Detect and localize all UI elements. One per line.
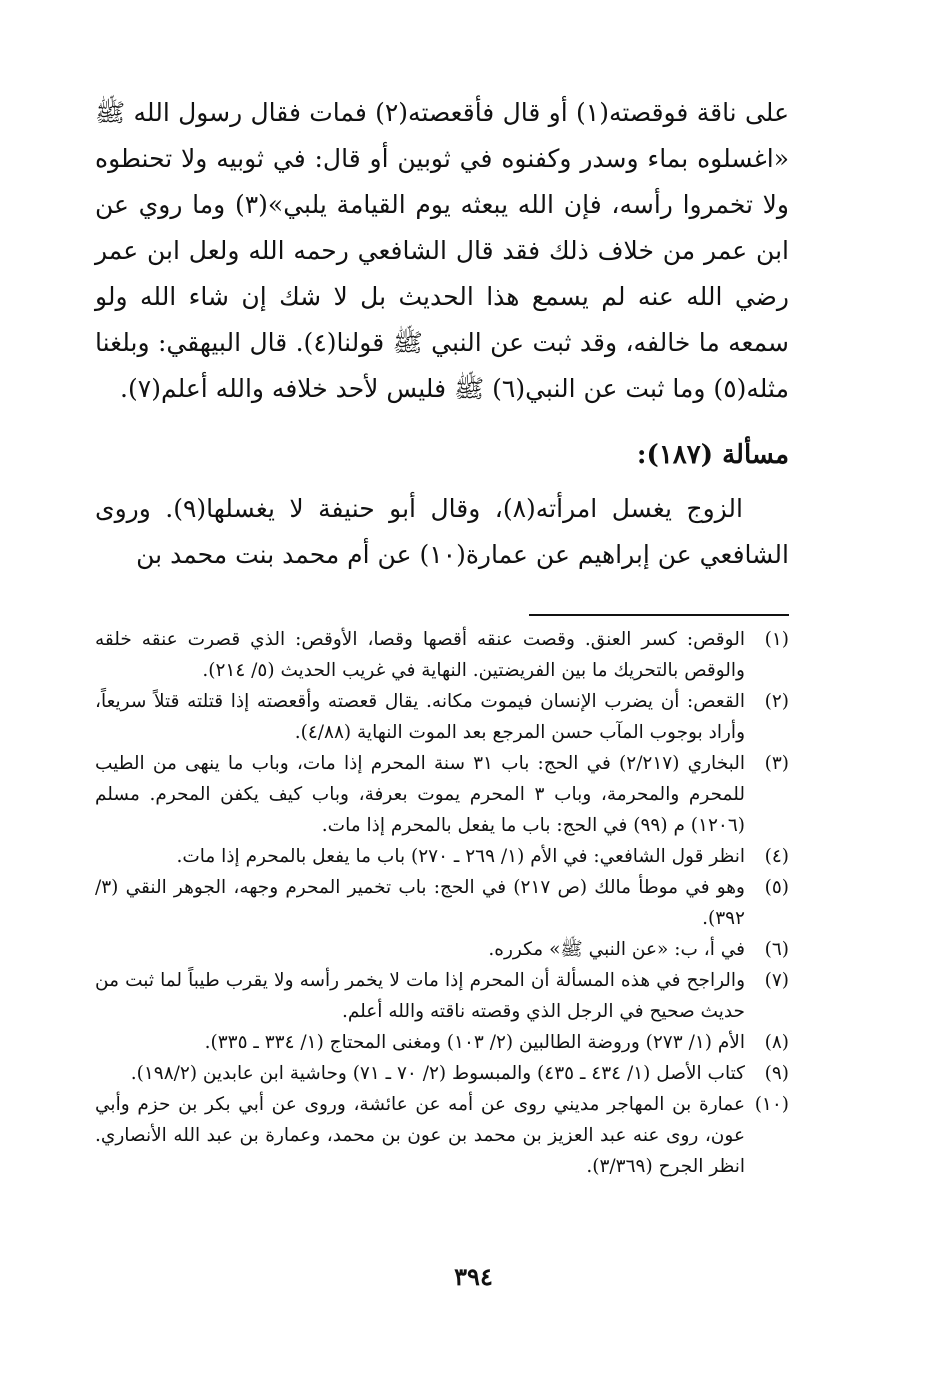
footnote bbox=[95, 872, 789, 934]
footnote-text: كتاب الأصل (١/ ٤٣٤ ـ ٤٣٥) والمبسوط (٢/ ٧٠ ـ ٧١) وحاشية ابن عابدين (١٩٨/٢). bbox=[130, 1063, 745, 1084]
footnote bbox=[95, 1089, 789, 1182]
footnote-number: (٦) bbox=[764, 939, 789, 960]
footnote-number: (٨) bbox=[764, 1032, 789, 1053]
footnote bbox=[95, 686, 789, 748]
footnote-number: (٤) bbox=[764, 846, 789, 867]
footnote-text: البخاري (٢/٢١٧) في الحج: باب ٣١ سنة المحرم إذا مات، وباب ما ينهى من الطيب للمحرم والمحرمة، وباب ٣ المحرم يموت بعرفة، وباب كيف يكفن المحرم. مسلم (١٢٠٦) م (٩٩) في الحج: باب ما يفعل بالمحرم إذا مات. bbox=[95, 753, 745, 836]
footnote-text: الوقص: كسر العنق. وقصت عنقه أقصها وقصا، الأوقص: الذي قصرت عنقه خلقه والوقص بالتحريك ما بين الفريضتين. النهاية في غريب الحديث (٥/ ٢١٤). bbox=[95, 629, 745, 681]
footnote-text: في أ، ب: «عن النبي ﷺ» مكرره. bbox=[488, 939, 745, 960]
body-paragraph-2: الزوج يغسل امرأته(٨)، وقال أبو حنيفة لا يغسلها(٩). وروى الشافعي عن إبراهيم عن عمارة(١٠) عن أم محمد بنت محمد بن bbox=[95, 494, 789, 569]
footnote bbox=[95, 1058, 789, 1089]
footnote-number: (١) bbox=[764, 629, 789, 650]
footnote-text: وهو في موطأ مالك (ص ٢١٧) في الحج: باب تخمير المحرم وجهه، الجوهر النقي (٣/ ٣٩٢). bbox=[95, 877, 745, 929]
body-paragraph-1: على ناقة فوقصته(١) أو قال فأقعصته(٢) فمات فقال رسول الله ﷺ «اغسلوه بماء وسدر وكفنوه في ثوبين أو قال: في ثوبيه ولا تحنطوه ولا تخمروا رأسه، فإن الله يبعثه يوم القيامة يلبي»(٣) وما روي عن ابن عمر من خلاف ذلك فقد قال الشافعي رحمه الله ولعل ابن عمر رضي الله عنه لم يسمع هذا الحديث بل لا شك إن شاء الله ولو سمعه ما خالفه، وقد ثبت عن النبي ﷺ قولنا(٤). قال البيهقي: وبلغنا مثله(٥) وما ثبت عن النبي(٦) ﷺ فليس لأحد خلافه والله أعلم(٧). bbox=[95, 98, 790, 403]
page-number: ٣٩٤ bbox=[454, 1262, 493, 1291]
footnote-text: عمارة بن المهاجر مديني روى عن أمه عن عائشة، وروى عن أبي بكر بن حزم وأبي عون، روى عنه عبد العزيز بن محمد بن عون بن محمد، وعمارة بن عبد الله الأنصاري. انظر الجرح (٣/٣٦٩). bbox=[95, 1094, 745, 1177]
main-text bbox=[95, 90, 789, 412]
footnotes bbox=[95, 624, 789, 1182]
main-text-2 bbox=[95, 486, 789, 578]
footnote-number: (٥) bbox=[764, 877, 789, 898]
footnote bbox=[95, 748, 789, 841]
issue-heading: مسألة (١٨٧): bbox=[636, 440, 789, 470]
footnote-text: والراجح في هذه المسألة أن المحرم إذا مات لا يخمر رأسه ولا يقرب طيباً لما ثبت من حديث صحيح في الرجل الذي وقصته ناقته والله أعلم. bbox=[95, 970, 745, 1022]
footnote-number: (٩) bbox=[764, 1063, 789, 1084]
footnote bbox=[95, 624, 789, 686]
footnote bbox=[95, 965, 789, 1027]
footnote-text: انظر قول الشافعي: في الأم (١/ ٢٦٩ ـ ٢٧٠) باب ما يفعل بالمحرم إذا مات. bbox=[176, 846, 745, 867]
footnote bbox=[95, 841, 789, 872]
footnote-text: القعص: أن يضرب الإنسان فيموت مكانه. يقال قعصته وأقعصته إذا قتلته قتلاً سريعاً، وأراد بوجوب المآب حسن المرجع بعد الموت النهاية (٤/٨٨). bbox=[95, 691, 745, 743]
footnote-number: (٣) bbox=[764, 753, 789, 774]
footnote-number: (٧) bbox=[764, 970, 789, 991]
footnote-number: (٢) bbox=[764, 691, 789, 712]
footnote-text: الأم (١/ ٢٧٣) وروضة الطالبين (٢/ ١٠٣) ومغنى المحتاج (١/ ٣٣٤ ـ ٣٣٥). bbox=[204, 1032, 745, 1053]
page-content bbox=[95, 90, 789, 1182]
footnote-divider bbox=[529, 614, 789, 616]
footnote bbox=[95, 1027, 789, 1058]
footnote-number: (١٠) bbox=[754, 1094, 789, 1115]
footnote bbox=[95, 934, 789, 965]
